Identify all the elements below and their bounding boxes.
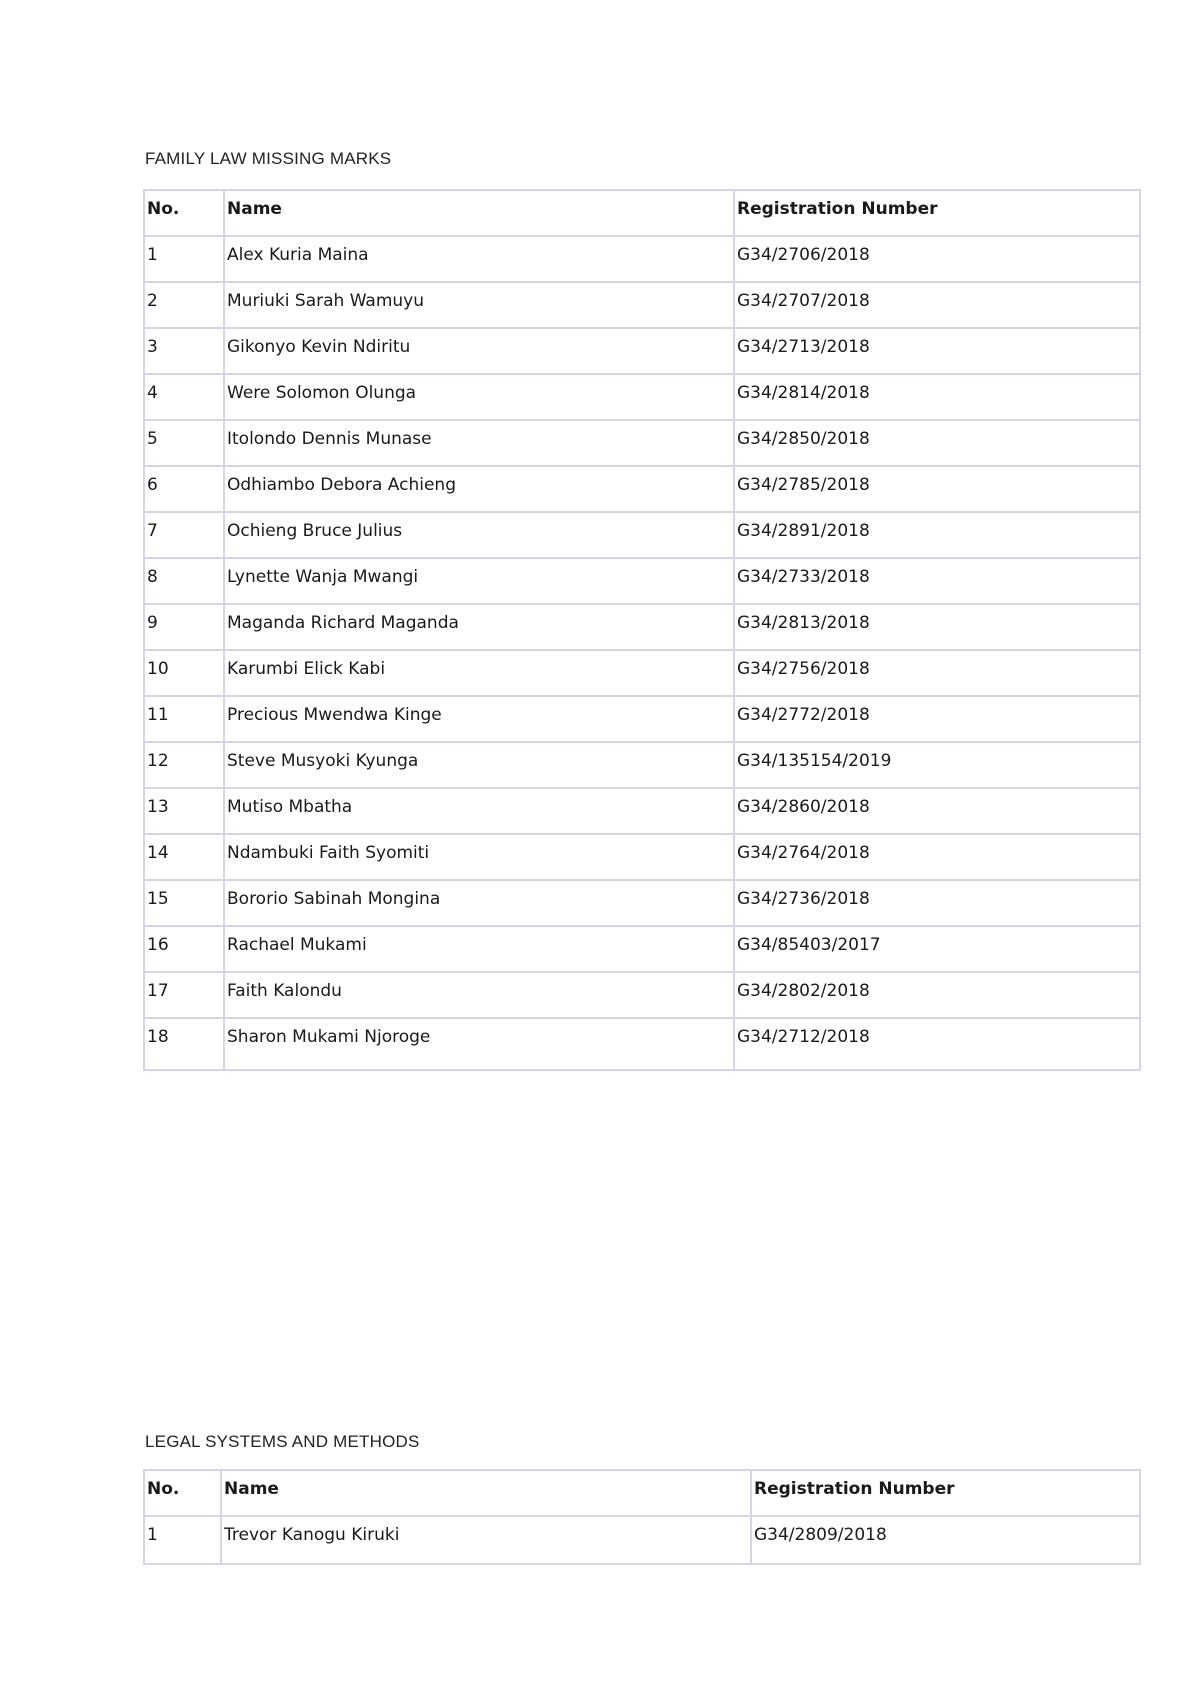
cell-name: Trevor Kanogu Kiruki xyxy=(222,1517,752,1563)
cell-name: Maganda Richard Maganda xyxy=(225,605,735,651)
header-name: Name xyxy=(225,191,735,237)
cell-no: 3 xyxy=(145,329,225,375)
cell-registration-number: G34/2707/2018 xyxy=(735,283,1139,329)
cell-no: 4 xyxy=(145,375,225,421)
cell-no: 9 xyxy=(145,605,225,651)
cell-name: Itolondo Dennis Munase xyxy=(225,421,735,467)
cell-name: Steve Musyoki Kyunga xyxy=(225,743,735,789)
table-row xyxy=(145,973,1139,1019)
cell-registration-number: G34/2809/2018 xyxy=(754,1525,887,1545)
cell-registration-number: G34/2814/2018 xyxy=(735,375,1139,421)
table-row xyxy=(145,605,1139,651)
cell-no: 18 xyxy=(145,1019,225,1069)
cell-registration-number: G34/2713/2018 xyxy=(735,329,1139,375)
cell-name: Were Solomon Olunga xyxy=(225,375,735,421)
cell-registration-number: G34/2772/2018 xyxy=(735,697,1139,743)
header-no: No. xyxy=(145,191,225,237)
cell-no: 14 xyxy=(145,835,225,881)
table-row xyxy=(145,421,1139,467)
section-title-family-law: FAMILY LAW MISSING MARKS xyxy=(145,149,392,168)
cell-registration-number: G34/135154/2019 xyxy=(735,743,1139,789)
cell-name: Ochieng Bruce Julius xyxy=(225,513,735,559)
cell-no: 1 xyxy=(145,1517,222,1563)
table-row xyxy=(145,881,1139,927)
table-row xyxy=(145,1019,1139,1069)
cell-no: 17 xyxy=(145,973,225,1019)
cell-name: Muriuki Sarah Wamuyu xyxy=(225,283,735,329)
cell-registration-number: G34/2850/2018 xyxy=(735,421,1139,467)
table-row xyxy=(145,789,1139,835)
header-registration-number: Registration Number xyxy=(735,191,1139,237)
cell-no: 15 xyxy=(145,881,225,927)
cell-registration-number: G34/2785/2018 xyxy=(735,467,1139,513)
cell-registration-number: G34/2736/2018 xyxy=(735,881,1139,927)
cell-no: 6 xyxy=(145,467,225,513)
cell-no: 13 xyxy=(145,789,225,835)
table-header-row xyxy=(145,191,1139,237)
cell-registration-number: G34/2706/2018 xyxy=(735,237,1139,283)
cell-name: Ndambuki Faith Syomiti xyxy=(225,835,735,881)
cell-no: 7 xyxy=(145,513,225,559)
cell-name: Sharon Mukami Njoroge xyxy=(225,1019,735,1069)
cell-name: Rachael Mukami xyxy=(225,927,735,973)
table-row xyxy=(145,467,1139,513)
table-row xyxy=(145,651,1139,697)
cell-name: Odhiambo Debora Achieng xyxy=(225,467,735,513)
table-row xyxy=(145,237,1139,283)
cell-registration-number: G34/2813/2018 xyxy=(735,605,1139,651)
cell-no: 8 xyxy=(145,559,225,605)
table-row xyxy=(145,835,1139,881)
cell-registration-number: G34/2891/2018 xyxy=(735,513,1139,559)
cell-name: Lynette Wanja Mwangi xyxy=(225,559,735,605)
table-row xyxy=(145,1517,1139,1563)
cell-no: 5 xyxy=(145,421,225,467)
header-registration-number: Registration Number xyxy=(752,1471,1139,1517)
cell-no: 16 xyxy=(145,927,225,973)
cell-no: 1 xyxy=(145,237,225,283)
table-row xyxy=(145,743,1139,789)
cell-no: 10 xyxy=(145,651,225,697)
table-row xyxy=(145,283,1139,329)
cell-registration-number: G34/2733/2018 xyxy=(735,559,1139,605)
cell-no: 2 xyxy=(145,283,225,329)
cell-registration-number: G34/2802/2018 xyxy=(735,973,1139,1019)
table-row xyxy=(145,375,1139,421)
family-law-table xyxy=(143,189,1141,1071)
table-row xyxy=(145,559,1139,605)
legal-systems-table xyxy=(143,1469,1141,1565)
cell-registration-number: G34/2860/2018 xyxy=(735,789,1139,835)
cell-registration-number: G34/2712/2018 xyxy=(737,1027,870,1047)
section-title-legal-systems: LEGAL SYSTEMS AND METHODS xyxy=(145,1432,420,1451)
cell-name: Alex Kuria Maina xyxy=(225,237,735,283)
cell-no: 11 xyxy=(145,697,225,743)
cell-name: Karumbi Elick Kabi xyxy=(225,651,735,697)
table-row xyxy=(145,513,1139,559)
cell-registration-number: G34/2764/2018 xyxy=(735,835,1139,881)
table-row xyxy=(145,329,1139,375)
cell-name: Faith Kalondu xyxy=(225,973,735,1019)
cell-registration-number: G34/85403/2017 xyxy=(735,927,1139,973)
cell-name: Bororio Sabinah Mongina xyxy=(225,881,735,927)
table-row xyxy=(145,927,1139,973)
cell-name: Mutiso Mbatha xyxy=(225,789,735,835)
table-row xyxy=(145,697,1139,743)
header-name: Name xyxy=(222,1471,752,1517)
header-no: No. xyxy=(145,1471,222,1517)
table-header-row xyxy=(145,1471,1139,1517)
cell-name: Gikonyo Kevin Ndiritu xyxy=(225,329,735,375)
cell-no: 12 xyxy=(145,743,225,789)
cell-name: Precious Mwendwa Kinge xyxy=(225,697,735,743)
cell-registration-number: G34/2756/2018 xyxy=(735,651,1139,697)
